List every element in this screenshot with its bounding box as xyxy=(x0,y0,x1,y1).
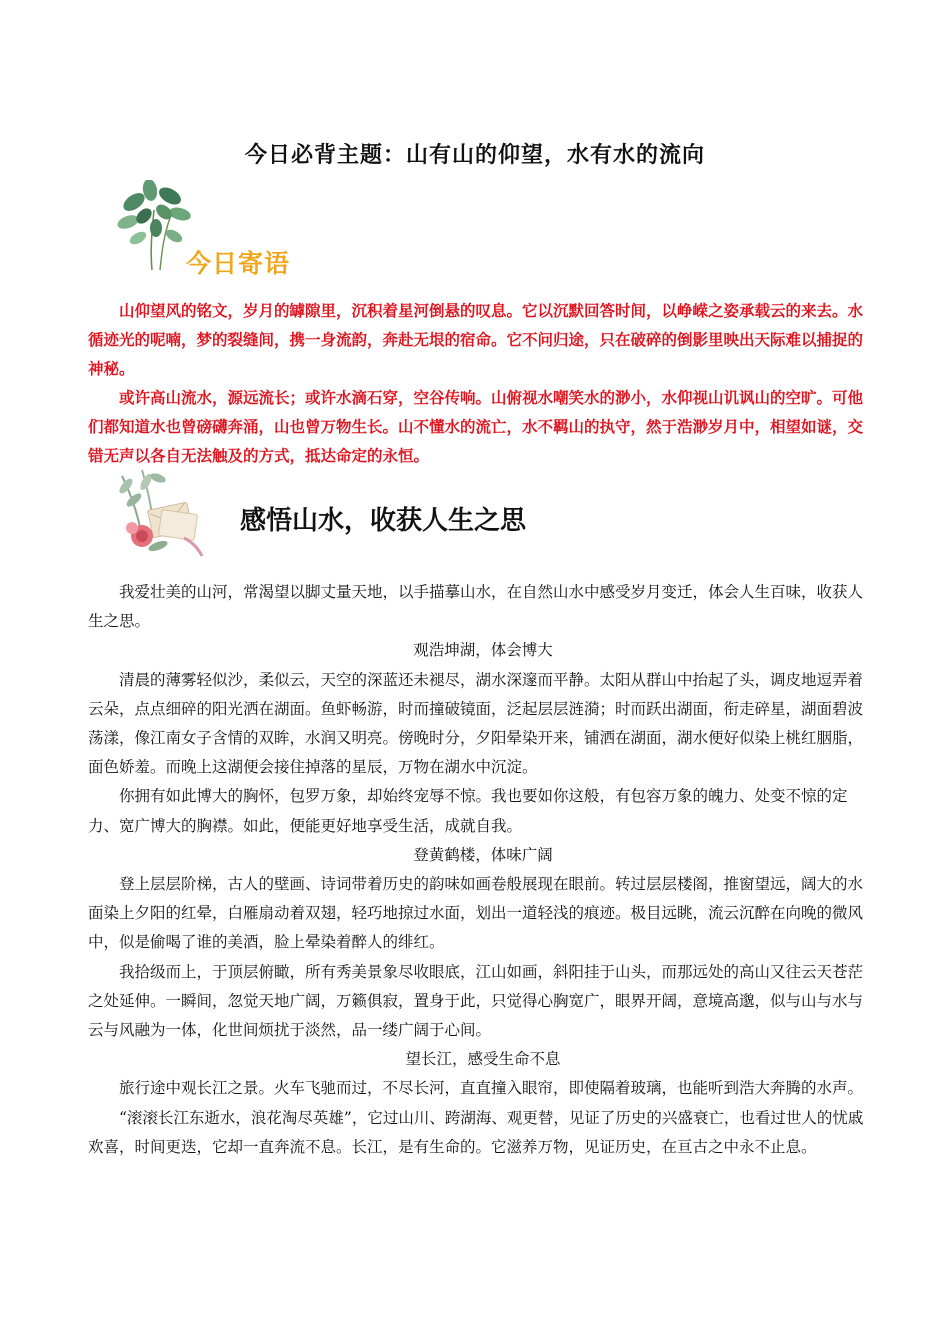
leaf-icon xyxy=(114,180,194,272)
essay-paragraph: “滚滚长江东逝水，浪花淘尽英雄”，它过山川、跨湖海、观更替，见证了历史的兴盛衰亡，也看过世人的忧戚欢喜，时间更迭，它却一直奔流不息。长江，是有生命的。它滋养万物，见证历史，在亘古之中永不止息。 xyxy=(88,1108,864,1156)
section-subtitle: 登黄鹤楼，体味广阔 xyxy=(413,845,553,864)
letter-flower-icon xyxy=(112,466,210,558)
essay-paragraph: 登上层层阶梯，古人的壁画、诗词带着历史的韵味如画卷般展现在眼前。转过层层楼阁，推窗望远，阔大的水面染上夕阳的红晕，白雁扇动着双翅，轻巧地掠过水面，划出一道轻浅的痕迹。极目远眺，流云沉醉在向晚的微风中，似是偷喝了谁的美酒，脸上晕染着醉人的绯红。 xyxy=(88,875,864,952)
essay-paragraph: 我拾级而上，于顶层俯瞰，所有秀美景象尽收眼底，江山如画，斜阳挂于山头，而那远处的高山又往云天苍茫之处延伸。一瞬间，忽觉天地广阔，万籁俱寂，置身于此，只觉得心胸宽广，眼界开阔，意境高邈，似与山与水与云与风融为一体，化世间烦扰于淡然，品一缕广阔于心间。 xyxy=(88,962,864,1040)
message-heading: 今日寄语 xyxy=(186,249,291,278)
message-paragraph: 山仰望风的铭文，岁月的罅隙里，沉积着星河倒悬的叹息。它以沉默回答时间，以峥嵘之姿承载云的来去。水循迹光的呢喃，梦的裂缝间，携一身流韵，奔赴无垠的宿命。它不问归途，只在破碎的倒影里映出天际难以捕捉的神秘。 xyxy=(88,301,864,378)
essay-intro: 我爱壮美的山河，常渴望以脚丈量天地，以手描摹山水，在自然山水中感受岁月变迁，体会人生百味，收获人生之思。 xyxy=(88,583,864,631)
essay-paragraph: 旅行途中观长江之景。火车飞驰而过，不尽长河，直直撞入眼帘，即使隔着玻璃，也能听到浩大奔腾的水声。 xyxy=(119,1079,864,1098)
essay-body xyxy=(88,578,878,1162)
section-subtitle: 观浩坤湖，体会博大 xyxy=(413,641,553,660)
page-title: 今日必背主题：山有山的仰望，水有水的流向 xyxy=(244,142,705,168)
essay-heading: 感悟山水，收获人生之思 xyxy=(240,506,527,536)
essay-paragraph: 清晨的薄雾轻似沙，柔似云，天空的深蓝还未褪尽，湖水深邃而平静。太阳从群山中抬起了头，调皮地逗弄着云朵，点点细碎的阳光洒在湖面。鱼虾畅游，时而撞破镜面，泛起层层涟漪；时而跃出湖面，衔走碎星，湖面碧波荡漾，像江南女子含情的双眸，水润又明亮。傍晚时分，夕阳晕染开来，铺洒在湖面，湖水便好似染上桃红胭脂，面色娇羞。而晚上这湖便会接住掉落的星辰，万物在湖水中沉淀。 xyxy=(88,670,864,777)
message-paragraph: 或许高山流水，源远流长；或许水滴石穿，空谷传响。山俯视水嘲笑水的渺小，水仰视山讥讽山的空旷。可他们都知道水也曾磅礴奔涌，山也曾万物生长。山不懂水的流亡，水不羁山的执守，然于浩渺岁月中，相望如谜，交错无声以各自无法触及的方式，抵达命定的永恒。 xyxy=(88,388,864,465)
message-text xyxy=(88,296,864,470)
essay-paragraph: 你拥有如此博大的胸怀，包罗万象，却始终宠辱不惊。我也要如你这般，有包容万象的魄力、处变不惊的定力、宽广博大的胸襟。如此，便能更好地享受生活，成就自我。 xyxy=(88,787,848,835)
section-subtitle: 望长江，感受生命不息 xyxy=(405,1050,561,1069)
